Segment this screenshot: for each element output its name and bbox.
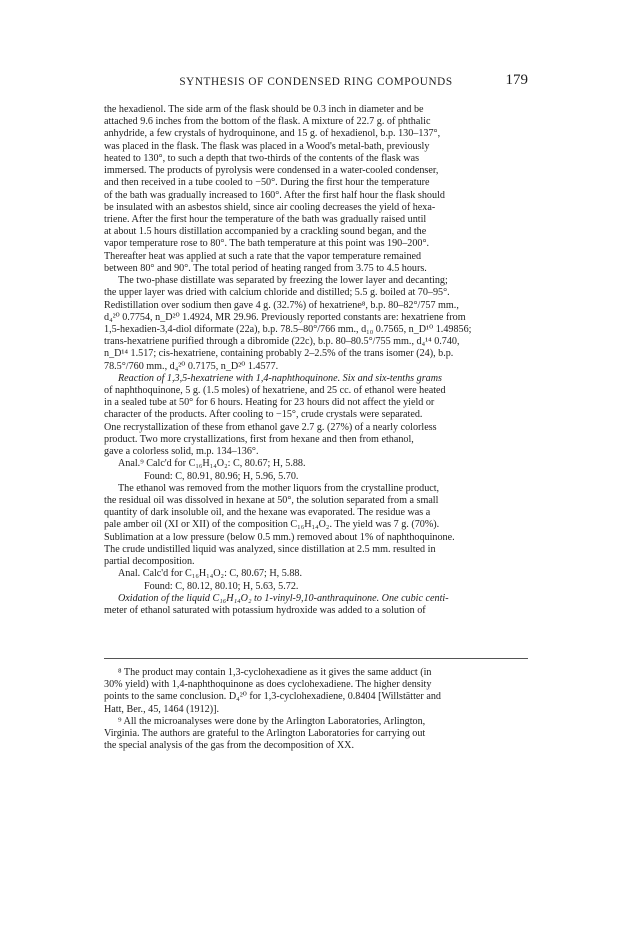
- text-line: partial decomposition.: [104, 556, 195, 568]
- text-line: product. Two more crystallizations, first from hexane and then from ethanol,: [104, 433, 414, 445]
- text-line: Sublimation at a low pressure (below 0.5 mm.) removed about 1% of naphthoquinone.: [104, 531, 455, 543]
- text-line: vapor temperature rose to 80°. The bath temperature at this point was 190–200°.: [104, 238, 430, 250]
- text-line: Thereafter heat was applied at such a rate that the vapor temperature remained: [104, 250, 422, 262]
- text-line: The ethanol was removed from the mother liquors from the crystalline product,: [118, 482, 440, 494]
- text-line: pale amber oil (XI or XII) of the composition C₁₆H₁₄O₂. The yield was 7 g. (70%).: [104, 519, 440, 531]
- text-line: at about 1.5 hours distillation accompanied by a crackling sound began, and the: [104, 226, 427, 238]
- text-line: the hexadienol. The side arm of the flask should be 0.3 inch in diameter and be: [104, 104, 424, 115]
- body-text: [104, 104, 528, 617]
- section-heading-line: Oxidation of the liquid C₁₆H₁₄O₂ to 1-vinyl-9,10-anthraquinone. One cubic centi-: [118, 592, 449, 604]
- section-heading-line: Reaction of 1,3,5-hexatriene with 1,4-naphthoquinone. Six and six-tenths grams: [118, 372, 442, 384]
- text-line: the upper layer was dried with calcium chloride and distilled; 5.5 g. boiled at 70–95°.: [104, 287, 450, 299]
- text-line: of naphthoquinone, 5 g. (1.5 moles) of hexatriene, and 25 cc. of ethanol were heated: [104, 385, 446, 397]
- footnote-line: Virginia. The authors are grateful to the Arlington Laboratories for carrying out: [104, 728, 426, 740]
- text-line: 1,5-hexadien-3,4-diol diformate (22a), b.p. 78.5–80°/766 mm., d₁₀ 0.7565, n_D¹⁰ 1.49856;: [104, 323, 472, 335]
- text-line: trans-hexatriene purified through a dibromide (22c), b.p. 80–80.5°/755 mm., d₄¹⁴ 0.740,: [104, 336, 460, 348]
- footnote-line: ⁸ The product may contain 1,3-cyclohexadiene as it gives the same adduct (in: [118, 667, 432, 678]
- analysis-line: Anal. Calc'd for C₁₆H₁₄O₂: C, 80.67; H, 5.88.: [118, 568, 302, 580]
- footnotes: [104, 667, 528, 752]
- text-line: the residual oil was dissolved in hexane at 50°, the solution separated from a small: [104, 495, 439, 506]
- footnote-line: the special analysis of the gas from the decomposition of XX.: [104, 740, 354, 752]
- text-line: in a sealed tube at 50° for 6 hours. Heating for 23 hours did not affect the yield or: [104, 397, 435, 409]
- text-line: immersed. The products of pyrolysis were condensed in a water-cooled condenser,: [104, 165, 439, 177]
- analysis-line: Anal.⁹ Calc'd for C₁₆H₁₄O₂: C, 80.67; H, 5.88.: [118, 458, 306, 470]
- text-line: n_D¹⁴ 1.517; cis-hexatriene, containing probably 2–2.5% of the trans isomer (24), b.p.: [104, 348, 454, 360]
- running-title: SYNTHESIS OF CONDENSED RING COMPOUNDS: [179, 76, 453, 88]
- text-line: heated to 130°, to such a depth that two-thirds of the contents of the flask was: [104, 152, 420, 164]
- footnote-divider: [104, 658, 528, 659]
- text-line: was placed in the flask. The flask was placed in a Wood's metal-bath, previously: [104, 140, 430, 152]
- text-line: 78.5°/760 mm., d₄²⁰ 0.7175, n_D²⁰ 1.4577.: [104, 360, 279, 372]
- footnote-line: 30% yield) with 1,4-naphthoquinone as does cyclohexadiene. The higher density: [104, 679, 432, 691]
- analysis-line: Found: C, 80.91, 80.96; H, 5.96, 5.70.: [144, 470, 299, 482]
- text-line: meter of ethanol saturated with potassium hydroxide was added to a solution of: [104, 604, 426, 616]
- text-line: gave a colorless solid, m.p. 134–136°.: [104, 446, 259, 458]
- text-line: Redistillation over sodium then gave 4 g. (32.7%) of hexatriene⁸, b.p. 80–82°/757 mm.,: [104, 299, 459, 311]
- page-number: 179: [505, 72, 528, 88]
- text-line: of the bath was gradually increased to 160°. After the first half hour the flask should: [104, 189, 445, 201]
- text-line: between 80° and 90°. The total period of heating ranged from 3.75 to 4.5 hours.: [104, 262, 427, 274]
- running-header: [104, 72, 528, 92]
- text-line: The crude undistilled liquid was analyzed, since distillation at 2.5 mm. resulted in: [104, 543, 436, 555]
- analysis-line: Found: C, 80.12, 80.10; H, 5.63, 5.72.: [144, 580, 299, 592]
- text-line: d₄²⁰ 0.7754, n_D²⁰ 1.4924, MR 29.96. Previously reported constants are: hexatriene from: [104, 311, 466, 323]
- text-line: triene. After the first hour the temperature of the bath was gradually raised until: [104, 213, 427, 225]
- footnote-line: Hatt, Ber., 45, 1464 (1912)].: [104, 703, 220, 715]
- text-line: One recrystallization of these from ethanol gave 2.7 g. (27%) of a nearly colorless: [104, 421, 437, 433]
- footnote-line: ⁹ All the microanalyses were done by the Arlington Laboratories, Arlington,: [118, 715, 426, 727]
- text-line: and then received in a tube cooled to −50°. During the first hour the temperature: [104, 177, 430, 189]
- text-line: quantity of dark insoluble oil, and the hexane was evaporated. The residue was a: [104, 507, 431, 519]
- text-line: anhydride, a few crystals of hydroquinone, and 15 g. of hexadienol, b.p. 130–137°,: [104, 128, 441, 140]
- footnote-line: points to the same conclusion. D₄²⁰ for 1,3-cyclohexadiene, 0.8404 [Willstätter and: [104, 691, 441, 703]
- text-line: be insulated with an asbestos shield, since air cooling decreases the yield of hexa-: [104, 201, 436, 213]
- text-line: character of the products. After cooling to −15°, crude crystals were separated.: [104, 409, 423, 421]
- text-line: attached 9.6 inches from the bottom of the flask. A mixture of 22.7 g. of phthalic: [104, 116, 431, 128]
- text-line: The two-phase distillate was separated by freezing the lower layer and decanting;: [118, 275, 448, 287]
